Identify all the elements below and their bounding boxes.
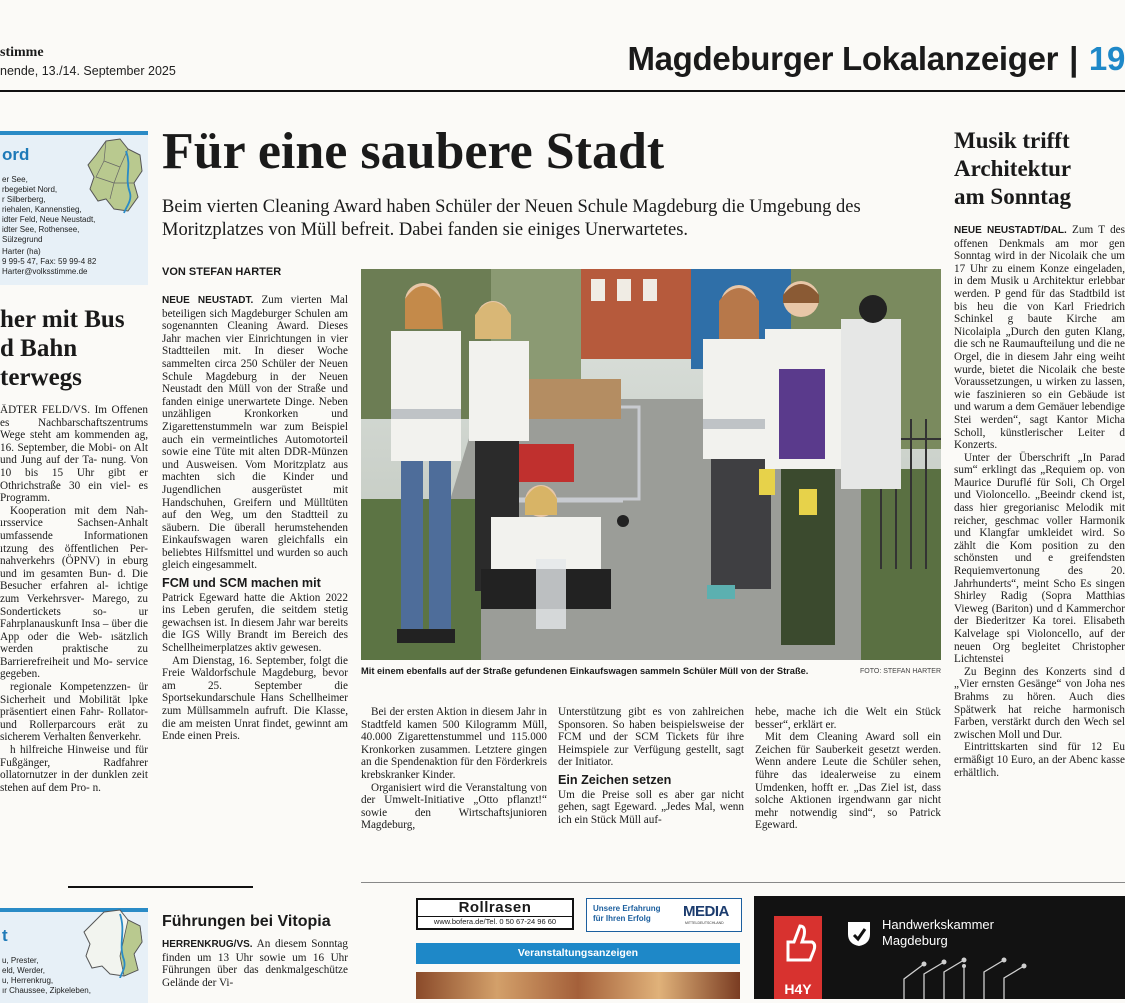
subhead-zeichen: Ein Zeichen setzen <box>558 772 672 787</box>
paper-name: stimme <box>0 45 44 60</box>
district-list: er See, rbegebiet Nord, r Silberberg, riehalen, Kannenstieg, idter Feld, Neue Neustadt, idter See, Rothensee, Sülzegrund <box>2 175 96 244</box>
byline: VON STEFAN HARTER <box>162 266 282 278</box>
photo-credit: FOTO: STEFAN HARTER <box>860 668 942 675</box>
main-subheadline: Beim vierten Cleaning Award haben Schüler der Neuen Schule Magdeburg die Umgebung des Moritzplatzes von Müll befreit. Dabei fanden sie einiges Unerwartetes. <box>162 197 861 240</box>
bottom-right-rule <box>361 882 1125 883</box>
hwk-logo-icon <box>844 918 874 948</box>
section-title <box>627 40 1125 78</box>
right-article-headline: Musik trifft Architektur am Sonntag <box>954 128 1072 209</box>
events-photo <box>416 972 740 999</box>
media-logo: MEDIA <box>683 903 729 920</box>
district-keyword-2: t <box>2 926 8 945</box>
district-info-box <box>0 131 148 285</box>
date-line: nende, 13./14. September 2025 <box>0 64 176 78</box>
section-name: Magdeburger Lokalanzeiger <box>627 40 1059 77</box>
bottom-location-lead: HERRENKRUG/VS. <box>162 939 253 950</box>
hwk-badge-text: H4Y <box>784 981 812 997</box>
right-article-body: NEUE NEUSTADT/DAL. Zum T des offenen Denkmals am mor gen Sonntag wird in der Nicolaik che um 17 Uhr zu einem Konze eingeladen, in dem Musik u Architektur erlebbar werden. P gend für das Stadtbild ist bis heu die von Karl Friedrich Schinkel g baute Kirche am Nicolaipla „Durch den guten Klang, die sch ne Raumaufteilung und die ne Orgel, die in diesem Jahr eing weiht wurde, bietet die Nicolaik che beste Voraussetzungen, u wirken zu lassen, wie faszinieren so ein Gebäude ist und warum a dem Gemäuer lebendige Stei werden“, sagt Kantor Micha Scholl, künstlerischer Leiter d Konzerts. Unter der Überschrift „In Parad sum“ erklingt das „Requiem op. von Maurice Duruflé für Soli, Ch Orgel und Violoncello. „Beeindr ckend ist, dass hier gregorianisc Melodik mit reicher, geschmac voller Harmonik und Klangfar umkleidet wird. So zählt die Kom position zu den schönsten und e greifendsten Requiemvertonung des 20. Jahrhunderts“, meint Scho Es singen Shirley Radig (Sopra Matthias Vieweg (Bariton) und d Kammerchor der Biederitzer Ka torei. Elisabeth Kalvelage spi Violoncello, auf der neuen Org begleitet Christopher Lichtenstei Zu Beginn des Konzerts sind d „Vier ernsten Gesänge“ von Joha nes Brahms zu hören. Auch dies Spätwerk hat reiche harmonisch Farben, verstärkt durch den Wech sel zwischen Moll und Dur. Eintrittskarten sind für 12 Eu ermäßigt 10 Euro, an der Abenc kasse erhältlich. <box>954 224 1125 779</box>
main-col-4: hebe, mache ich die Welt ein Stück besser“, erklärt er. Mit dem Cleaning Award soll ein Zeichen für Sauberkeit gesetzt werden. Wenn andere Leute die Schüler sehen, führe das idealerweise zu einem Umdenken, hofft er. „Das Ziel ist, dass solche Aktionen irgendwann gar nicht mehr notwendig sind“, so Patrick Egeward. <box>755 706 941 832</box>
district-info-box-2 <box>0 908 148 1003</box>
right-location-lead: NEUE NEUSTADT/DAL. <box>954 225 1067 236</box>
hwk-red-badge <box>774 916 822 999</box>
rollrasen-ad <box>416 898 574 930</box>
media-ad <box>586 898 742 932</box>
thumbs-up-icon <box>774 916 822 976</box>
left-article-headline: her mit Bus d Bahn terwegs <box>0 306 125 391</box>
main-headline: Für eine saubere Stadt <box>162 123 665 180</box>
left-article-body: ÄDTER FELD/VS. Im Offenen es Nachbarschaftszentrums Wege steht am kommenden ag, 16. September, die Mobi- on Alt und Jung auf der Ta- nung. Von 10 bis 15 Uhr gibt er Othrichstraße 30 ein viel- es Programm. Kooperation mit dem Nah- ırsservice Sachsen-Anhalt umfassende Informationen ıtzung des öffentlichen Per- nahverkehrs (ÖPNV) in eburg und im gesamten Bun- d. Die Besucher erfahren al- ichtige zum Verkehrsver- Marego, zu Sondertickets so- ur Fahrplanauskunft Insa – über die App oder die Web- ısätzlich werden praktische zu Barrierefreiheit und Mo- service gegeben. regionale Kompetenzzen- ür Sicherheit und Mobilität lpke präsentiert einen Fahr- Rollator- und Rollerparcours erät zu sicherem Verhalten ßenverkehr. h hilfreiche Hinweise und für Fußgänger, Radfahrer ollatornutzer in der dunklen zeit stehen auf dem Pro- n. <box>0 404 148 794</box>
bottom-article-headline: Führungen bei Vitopia <box>162 913 331 930</box>
photo-caption: Mit einem ebenfalls auf der Straße gefundenen Einkaufswagen sammeln Schüler Müll von der Straße. <box>361 666 809 676</box>
bottom-article-body: HERRENKRUG/VS. An diesem Sonntag finden um 13 Uhr sowie um 16 Uhr Führungen über das denkmalgeschütze Gelände der Vi- <box>162 938 348 989</box>
district-contact: Harter (ha) 9 99-5 47, Fax: 59 99-4 82 Harter@volksstimme.de <box>2 247 97 276</box>
rollrasen-sub: www.bofera.de/Tel. 0 50 67-24 96 60 <box>418 916 572 926</box>
header-rule <box>0 90 1125 92</box>
circuit-decoration <box>884 954 1044 999</box>
main-col-2: Bei der ersten Aktion in diesem Jahr in Stadtfeld kamen 500 Kilogramm Müll, 40.000 Zigarettenstummel und 115.000 Kronkorken zusammen. Letztere gingen an die Spendenaktion für den Förderkreis krebskranker Kinder. Organisiert wird die Veranstaltung von der Umwelt-Initiative „Otto pflanzt!“ sowie den Wirtschaftsjunioren Magdeburg, <box>361 706 547 832</box>
section-separator: | <box>1069 40 1079 77</box>
district-keyword: ord <box>2 145 30 164</box>
main-location-lead: NEUE NEUSTADT. <box>162 295 254 306</box>
main-col-3: Unterstützung gibt es von zahlreichen Sponsoren. So haben beispielsweise der FCM und der SCM Tickets für ihre Heimspiele zur Verfügung gestellt, sagt der Initiator. Ein Zeichen setzen Um die Preise soll es aber gar nicht gehen, sagt Egeward. „Jedes Mal, wenn ich ein Stück Müll auf- <box>558 706 744 826</box>
main-col-1: NEUE NEUSTADT. Zum vierten Mal beteiligen sich Magdeburger Schulen am sogenannten Cleaning Award. Dieses Jahr machen vier Einrichtungen in vier Stadtteilen mit. In dieser Woche sammelten circa 250 Schüler der Neuen Schule Magdeburg in der Neuen Neustadt den Müll von der Straße und fanden einige unerwartete Dinge. Neben unzähligen Kronkorken und Zigarettenstummeln war zum Beispiel auch ein vermeintliches Automotorteil sowie eine Tüte mit alten DDR-Münzen und Ausweisen. Vom Moritzplatz aus machten sich die Kinder und Jugendlichen ausgerüstet mit Handschuhen, Greifern und Mülltüten auf den Weg, um den Stadtteil zu säubern. Die überall herumstehenden Einkaufswagen waren gleichfalls ein beliebtes Hilfsmittel und wurden so auch gleich eingesammelt. FCM und SCM machen mit Patrick Egeward hatte die Aktion 2022 ins Leben gerufen, die seitdem stetig gewachsen ist. In diesem Jahr war bereits die IGS Willy Brandt im Bereich des Schellheimerplatzes aktiv gewesen. Am Dienstag, 16. September, folgt die Freie Waldorfschule Magdeburg, bevor am 25. September die Sportsekundarschule Hans Schellheimer zum Müllsammeln aufruft. Die Klasse, die am meisten Unrat findet, gewinnt am Ende einen Preis. <box>162 294 348 743</box>
media-logo-sub: MITTELDEUTSCHLAND <box>685 921 724 925</box>
district-list-2: u, Prester, eld, Werder, u, Herrenkrug, ır Chaussee, Zipkeleben, <box>2 956 91 995</box>
bottom-left-rule <box>68 886 253 888</box>
subhead-fcm: FCM und SCM machen mit <box>162 576 321 591</box>
hwk-title: Handwerkskammer Magdeburg <box>882 917 994 948</box>
media-ad-text: Unsere Erfahrung für Ihren Erfolg <box>593 904 661 923</box>
rollrasen-title: Rollrasen <box>458 899 532 916</box>
events-bar: Veranstaltungsanzeigen <box>416 943 740 964</box>
page-number: 19 <box>1088 40 1125 77</box>
article-photo <box>361 269 941 660</box>
hwk-ad <box>754 896 1125 999</box>
